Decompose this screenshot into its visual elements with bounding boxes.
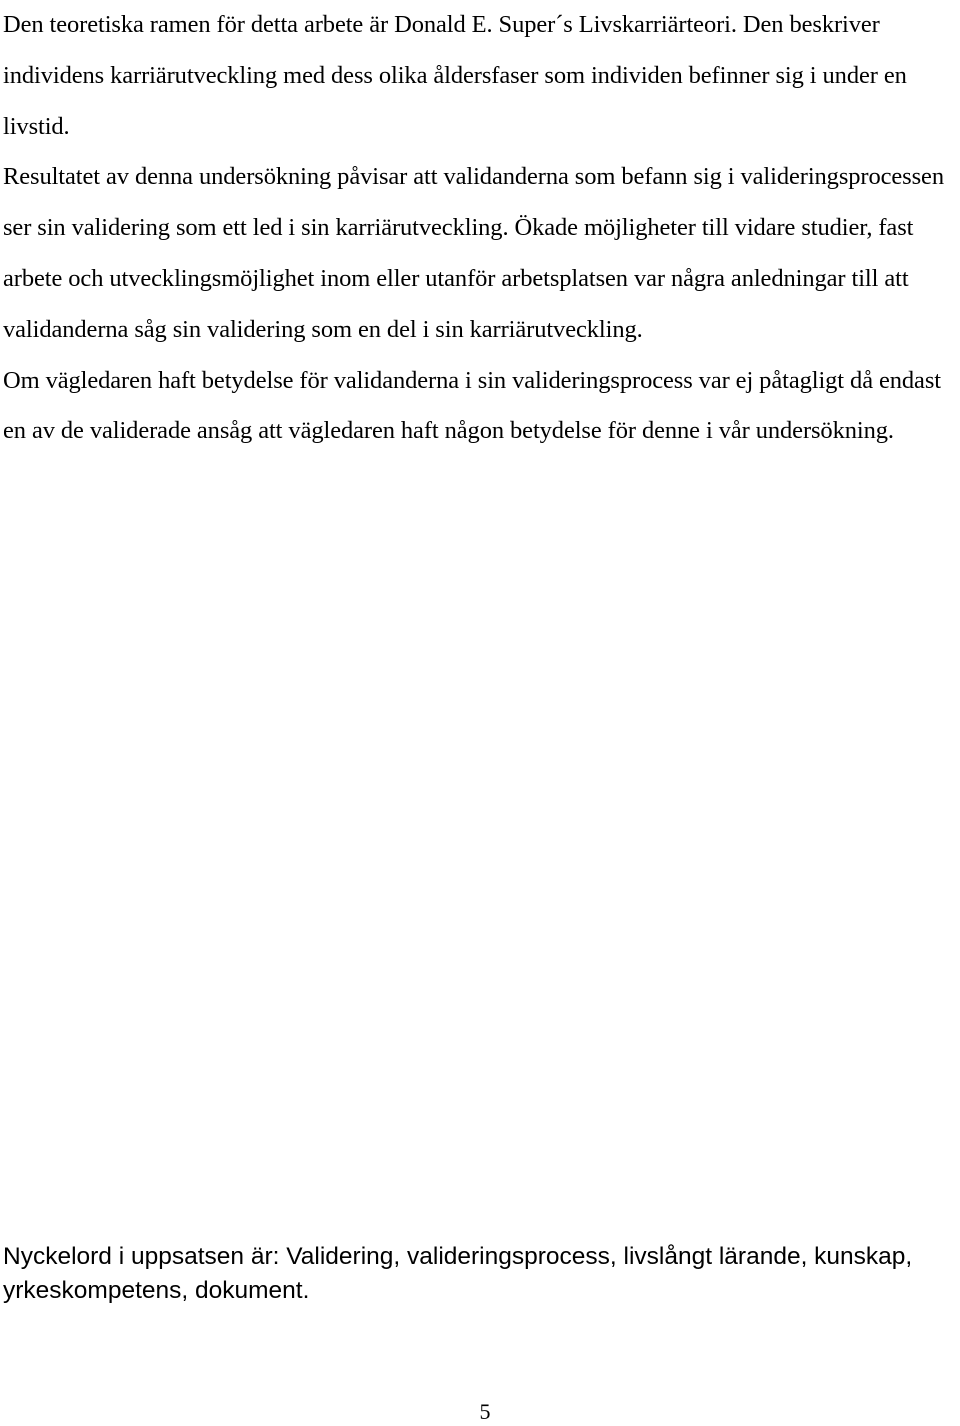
paragraph-theory: Den teoretiska ramen för detta arbete är Donald E. Super´s Livskarriärteori. Den beskriver individens karriärutveckling med dess olika åldersfaser som individen befinner sig i under en livstid.	[3, 11, 907, 140]
keywords-section	[3, 1240, 958, 1308]
paragraph-counselor: Om vägledaren haft betydelse för validanderna i sin valideringsprocess var ej påtagligt då endast en av de validerade ansåg att vägledaren haft någon betydelse för denne i vår undersökning.	[3, 366, 941, 445]
abstract-body	[3, 0, 958, 457]
page-number: 5	[479, 1399, 491, 1424]
paragraph-results: Resultatet av denna undersökning påvisar att validanderna som befann sig i valideringsprocessen ser sin validering som ett led i sin karriärutveckling. Ökade möjligheter till vidare studier, fast arbete och utvecklingsmöjlighet inom eller utanför arbetsplatsen var några anledningar till att validanderna såg sin validering som en del i sin karriärutveckling.	[3, 163, 944, 343]
keywords-text: Nyckelord i uppsatsen är: Validering, valideringsprocess, livslångt lärande, kunskap, yrkeskompetens, dokument.	[3, 1243, 913, 1304]
